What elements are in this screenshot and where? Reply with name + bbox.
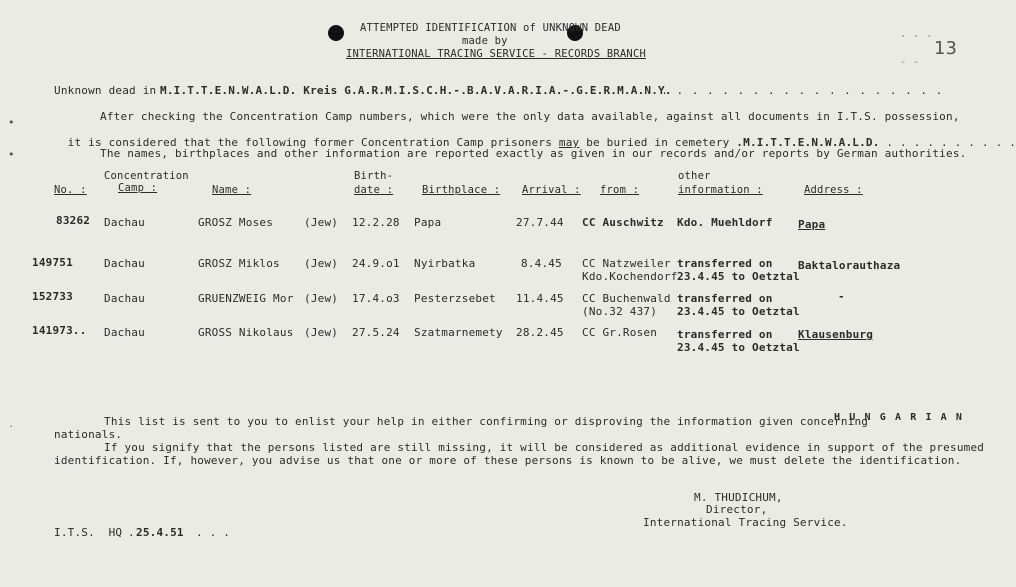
table-row-info: transferred on [677,328,773,341]
table-row-note: (Jew) [304,216,339,229]
table-row-birth: 17.4.o3 [352,292,400,305]
intro-line-1: After checking the Concentration Camp numbers, which were the only data available, against all documents in I.T.S. possession, [100,110,960,123]
header-other: information : [678,184,763,196]
table-row-arrival: 11.4.45 [516,292,564,305]
header-from: from : [600,184,640,196]
table-row-birth: 27.5.24 [352,326,400,339]
table-row-name: GROSZ Miklos [198,257,280,270]
table-row-address: Papa [798,218,826,231]
table-row-info: Kdo. Muehldorf [677,216,773,229]
table-row-note: (Jew) [304,292,339,305]
signatory-organization: International Tracing Service. [643,516,848,529]
intro-line-2a: it is considered that the following former Concentration Camp prisoners [67,136,553,149]
table-row-info-detail: 23.4.45 to Oetztal [677,305,800,318]
location-place: M.I.T.T.E.N.W.A.L.D. Kreis G.A.R.M.I.S.C.H.-.B.A.V.A.R.I.A.-.G.E.R.M.A.N.Y. [160,84,672,97]
table-row-address: Klausenburg [798,328,874,341]
header-camp: Camp : [118,182,158,194]
cemetery-name: .M.I.T.T.E.N.W.A.L.D. [736,136,880,149]
header-birth: date : [354,184,394,196]
table-row-from: CC Natzweiler [582,257,671,270]
signatory-title: Director, [706,503,768,516]
table-row-birth: 24.9.o1 [352,257,400,270]
closing-line-1: This list is sent to you to enlist your help in either confirming or disproving the information given concerning [104,415,869,428]
table-row-from-detail: Kdo.Kochendorf [582,270,678,283]
margin-mark: • [8,148,15,161]
table-row-no: 83262 [56,214,91,227]
margin-mark: . . . [900,28,933,40]
margin-mark: - - [900,56,920,68]
table-row-info-detail: 23.4.45 to Oetztal [677,270,800,283]
signatory-name: M. THUDICHUM, [694,491,783,504]
header-no: No. : [54,184,87,196]
margin-mark: • [8,116,15,129]
table-row-camp: Dachau [104,257,145,270]
dot-leader: . [128,526,135,539]
page-number: 13 [934,38,957,59]
footer-date: 25.4.51 [136,526,184,539]
table-row-no: 149751 [32,256,73,269]
table-row-no: 152733 [32,290,73,303]
nationality: H U N G A R I A N [834,412,964,423]
table-row-from: CC Auschwitz [582,216,664,229]
margin-mark: · [8,420,15,433]
header-birth-top: Birth- [354,170,394,182]
header-name: Name : [212,184,252,196]
table-row-birth: 12.2.28 [352,216,400,229]
intro-emphasis: may [558,136,580,149]
table-row-info: transferred on [677,292,773,305]
table-row-info: transferred on [677,257,773,270]
intro-line-2 [54,123,1016,149]
punch-hole [328,25,344,41]
table-row-camp: Dachau [104,326,145,339]
document-subtitle: made by [462,35,508,47]
table-row-camp: Dachau [104,292,145,305]
table-row-arrival: 8.4.45 [521,257,562,270]
intro-line-2c: be buried in cemetery [586,136,730,149]
intro-line-3: The names, birthplaces and other information are reported exactly as given in our records and/or reports by German authorities. [100,147,967,160]
table-row-address: - [838,290,845,303]
table-row-arrival: 28.2.45 [516,326,564,339]
table-row-note: (Jew) [304,257,339,270]
header-address: Address : [804,184,863,196]
table-row-birthplace: Nyirbatka [414,257,476,270]
table-row-name: GROSS Nikolaus [198,326,294,339]
closing-line-3: If you signify that the persons listed are still missing, it will be considered as additional evidence in support of the presumed [104,441,985,454]
closing-line-2: nationals. [54,428,123,441]
table-row-name: GROSZ Moses [198,216,274,229]
dot-leader: . . . . . . . . . . [886,136,1016,149]
table-row-birthplace: Papa [414,216,442,229]
dot-leader: . . . . . . . . . . . . . . . . . . . . [646,84,944,97]
table-row-camp: Dachau [104,216,145,229]
issuing-branch: INTERNATIONAL TRACING SERVICE - RECORDS BRANCH [346,48,646,60]
closing-line-4: identification. If, however, you advise us that one or more of these persons is known to be alive, we must delete the identification. [54,454,962,467]
table-row-arrival: 27.7.44 [516,216,564,229]
table-row-no: 141973.. [32,324,87,337]
dot-leader: . . . [196,526,231,539]
table-row-info-detail: 23.4.45 to Oetztal [677,341,800,354]
table-row-note: (Jew) [304,326,339,339]
location-prefix: Unknown dead in [54,84,157,97]
table-row-birthplace: Szatmarnemety [414,326,503,339]
header-other-top: other [678,170,711,182]
table-row-from-detail: (No.32 437) [582,305,658,318]
document-title: ATTEMPTED IDENTIFICATION of UNKNOWN DEAD [360,22,621,34]
footer-prefix: I.T.S. HQ [54,526,123,539]
header-camp-top: Concentration [104,170,189,182]
table-row-birthplace: Pesterzsebet [414,292,496,305]
table-row-from: CC Gr.Rosen [582,326,658,339]
table-row-address: Baktalorauthaza [798,259,901,272]
table-row-from: CC Buchenwald [582,292,671,305]
table-row-name: GRUENZWEIG Mor [198,292,294,305]
header-birthplace: Birthplace : [422,184,501,196]
header-arrival: Arrival : [522,184,581,196]
